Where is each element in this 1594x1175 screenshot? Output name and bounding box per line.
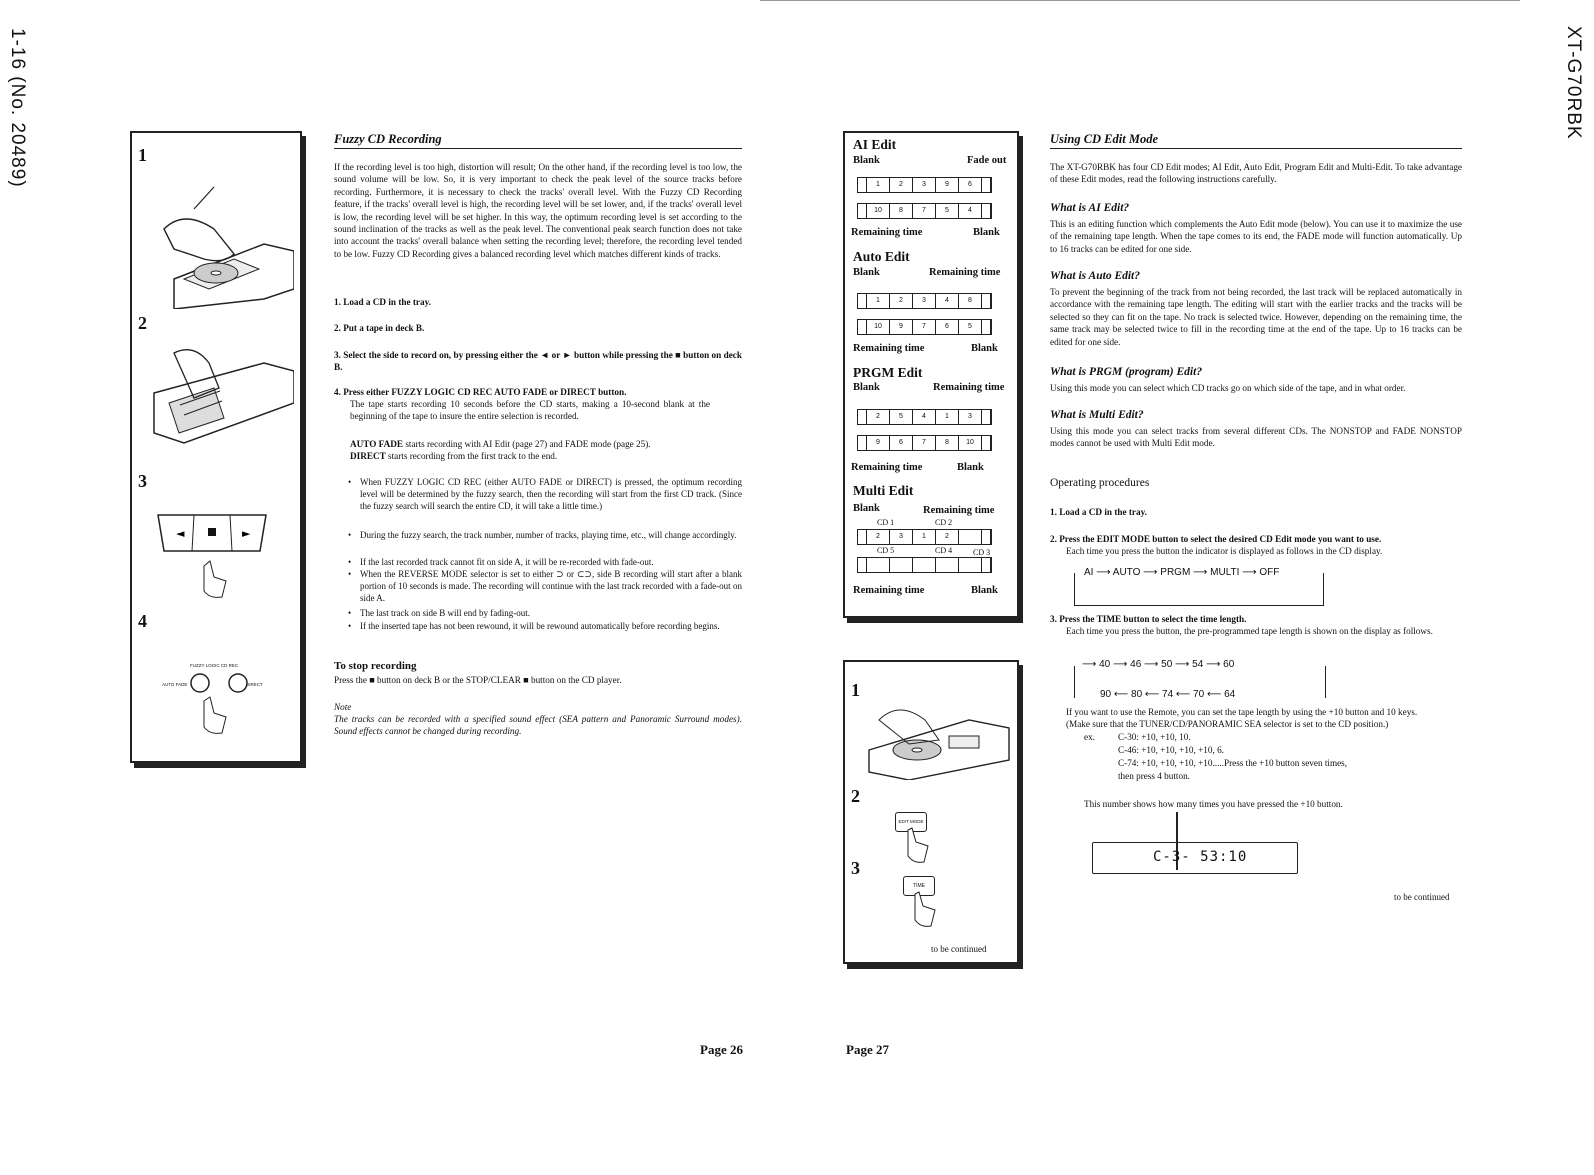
p26-step-3: 3. Select the side to record on, by pressing either the ◄ or ► button while pressing the ■ button on deck B.	[334, 350, 742, 373]
multi-edit-title: Multi Edit	[853, 483, 914, 498]
deck-buttons-illustration	[152, 511, 272, 601]
auto-edit-blank2-label: Blank	[971, 343, 998, 354]
svg-text:◄: ◄	[176, 527, 185, 540]
top-rule	[760, 0, 1520, 1]
note-heading: Note	[334, 702, 352, 712]
ai-edit-side-b	[857, 203, 992, 219]
multi-edit-remaining-label: Remaining time	[923, 505, 995, 516]
cd5-label: CD 5	[877, 546, 895, 555]
cd2-label: CD 2	[935, 518, 953, 527]
bullet-2: • During the fuzzy search, the track number, number of tracks, playing time, etc., will change accordingly.	[348, 529, 742, 541]
cd3-label: CD 3	[973, 548, 991, 557]
track: 2	[867, 410, 890, 424]
auto-edit-side-a	[857, 293, 992, 309]
page-27-number: Page 27	[846, 1042, 889, 1057]
bullet-6: • If the inserted tape has not been rewound, it will be rewound automatically before recording begins.	[348, 620, 742, 632]
track: 4	[936, 294, 959, 308]
example-label: ex.	[1084, 732, 1095, 742]
p27-step-3: 3. Press the TIME button to select the time length.	[1050, 614, 1247, 624]
multi-edit-side-a	[857, 529, 992, 545]
edit-modes-diagram	[843, 131, 1019, 618]
prgm-edit-side-a	[857, 409, 992, 425]
auto-edit-question: What is Auto Edit?	[1050, 270, 1141, 282]
track: 8	[959, 294, 982, 308]
track: 5	[890, 410, 913, 424]
prgm-edit-remaining-label: Remaining time	[933, 382, 1005, 393]
example-c46: C-46: +10, +10, +10, +10, 6.	[1118, 745, 1224, 755]
small-step-1: 1	[851, 680, 860, 700]
track: 7	[913, 436, 936, 450]
track: 9	[936, 178, 959, 192]
multi-edit-remaining2-label: Remaining time	[853, 585, 925, 596]
ai-edit-answer: This is an editing function which complements the Auto Edit mode (below). You can use it to maximize the use of the remaining tape length. When the tape comes to its end, the FADE mode will function automatically. Up to 16 tracks can be edited for one side.	[1050, 219, 1462, 254]
direct-desc	[350, 450, 742, 462]
time-cycle-forward: ⟶ 40 ⟶ 46 ⟶ 50 ⟶ 54 ⟶ 60	[1082, 659, 1235, 670]
example-c74-cont: then press 4 button.	[1118, 771, 1190, 781]
time-cycle-backward: 90 ⟵ 80 ⟵ 74 ⟵ 70 ⟵ 64	[1100, 689, 1236, 700]
document-code-left: 1-16 (No. 20489)	[7, 28, 28, 188]
page27-continued: to be continued	[1394, 892, 1450, 902]
ai-edit-fade-out-label: Fade out	[967, 155, 1007, 166]
auto-fade-label: AUTO FADE	[162, 682, 188, 687]
stop-recording-text: Press the ■ button on deck B or the STOP/CLEAR ■ button on the CD player.	[334, 675, 622, 685]
track: 8	[936, 436, 959, 450]
display-note: This number shows how many times you have pressed the +10 button.	[1084, 799, 1343, 809]
example-c30: C-30: +10, +10, 10.	[1118, 732, 1191, 742]
track: 2	[890, 178, 913, 192]
bullet-4: • When the REVERSE MODE selector is set to either ⊃ or ⊂⊃, side B recording will start after a blank portion of 10 seconds is made. The recording will continue with the last track recorded with a fade-out on side A.	[348, 568, 742, 605]
track: 2	[867, 530, 890, 544]
ai-edit-title: AI Edit	[853, 137, 897, 152]
direct-label: DIRECT	[246, 682, 263, 687]
prgm-edit-question: What is PRGM (program) Edit?	[1050, 366, 1203, 378]
direct-key: DIRECT	[350, 451, 386, 461]
hand-press-icon	[900, 826, 930, 866]
cd-display	[1092, 842, 1298, 874]
multi-edit-answer: Using this mode you can select tracks from several different CDs. The NONSTOP and FADE NONSTOP modes cannot be used with Multi Edit mode.	[1050, 426, 1462, 449]
bullet-1: • When FUZZY LOGIC CD REC (either AUTO FADE or DIRECT) is pressed, the optimum recording level will be determined by the fuzzy search, then the recording will start from the first CD track. (Since the fuzzy search will search the entire CD, it will take a little time.)	[348, 476, 742, 513]
p26-step-4: 4. Press either FUZZY LOGIC CD REC AUTO FADE or DIRECT button.	[334, 387, 627, 397]
auto-edit-answer: To prevent the beginning of the track from not being recorded, the last track will be replaced automatically in accordance with the remaining tape length. The editing will start with the earlier tracks and the tracks will be selected so they can fit on the tape. No track is selected twice. However, depending on the remaining time, the same track may be selected twice to fill in the recording time at the end of the tape. Up to 16 tracks can be edited for one side.	[1050, 287, 1462, 347]
fuzzy-intro-paragraph: If the recording level is too high, distortion will result; On the other hand, if the recording level is too low, the sound volume will be low. So, it is very important to check the peak level of the source tracks before recording. Furthermore, it is necessary to check the tracks' overall level. With the Fuzzy CD Recording feature, if the tracks' overall level is high, the recording level will be set lower, and, if the tracks' overall level is low, the recording level will be set higher. In this way, the optimum recording level is set according to the sound inclination of the tracks as well as the peak level. The conventional peak search function does not take into account the tracks' overall balance when setting the recording level; therefore, the recording level tended to be low. Fuzzy CD Recording gives a balanced recording level which matches different kinds of tracks.	[334, 162, 742, 259]
bullet-5: • The last track on side B will end by fading-out.	[348, 607, 742, 619]
auto-edit-remaining2-label: Remaining time	[853, 343, 925, 354]
operating-procedures-heading: Operating procedures	[1050, 477, 1150, 489]
edit-mode-button: EDIT MODE	[895, 812, 927, 832]
fuzzy-logic-label: FUZZY LOGIC CD REC	[190, 663, 239, 668]
track: 3	[890, 530, 913, 544]
stop-recording-heading: To stop recording	[334, 660, 417, 672]
track: 2	[890, 294, 913, 308]
model-code-right: XT-G70RBK	[1563, 26, 1584, 140]
tape-deck-illustration	[144, 333, 294, 463]
p26-step-2: 2. Put a tape in deck B.	[334, 323, 425, 333]
track: 7	[913, 204, 936, 218]
track: 6	[936, 320, 959, 334]
p27-step-1: 1. Load a CD in the tray.	[1050, 507, 1147, 517]
track: 1	[867, 178, 890, 192]
ai-edit-question: What is AI Edit?	[1050, 202, 1130, 214]
multi-edit-blank-label: Blank	[853, 503, 880, 514]
ai-edit-side-a	[857, 177, 992, 193]
multi-edit-side-b	[857, 557, 992, 573]
edit-intro: The XT-G70RBK has four CD Edit modes; AI Edit, Auto Edit, Program Edit and Multi-Edit. To take advantage of these Edit modes, read the following instructions carefully.	[1050, 162, 1462, 185]
lcd-readout: C-3- 53:10	[1153, 849, 1248, 865]
edit-mode-cycle: AI ⟶ AUTO ⟶ PRGM ⟶ MULTI ⟶ OFF	[1084, 567, 1280, 578]
track: 3	[913, 178, 936, 192]
remote-instruction: If you want to use the Remote, you can set the tape length by using the +10 button and 10 keys.	[1066, 707, 1418, 717]
track: 9	[867, 436, 890, 450]
remote-note: (Make sure that the TUNER/CD/PANORAMIC SEA selector is set to the CD position.)	[1066, 719, 1389, 729]
auto-edit-side-b	[857, 319, 992, 335]
track: 3	[913, 294, 936, 308]
page-26-number: Page 26	[700, 1042, 743, 1057]
note-text: The tracks can be recorded with a specified sound effect (SEA pattern and Panoramic Surround modes). Sound effects cannot be changed during recording.	[334, 714, 742, 737]
track: 4	[913, 410, 936, 424]
prgm-edit-blank2-label: Blank	[957, 462, 984, 473]
track: 1	[936, 410, 959, 424]
panel-step-2: 2	[138, 313, 147, 333]
ai-edit-remaining-label: Remaining time	[851, 227, 923, 238]
bullet-3: • If the last recorded track cannot fit on side A, it will be re-recorded with fade-out.	[348, 556, 742, 568]
time-button: TIME	[903, 876, 935, 896]
multi-edit-question: What is Multi Edit?	[1050, 409, 1144, 421]
fuzzy-cd-recording-title: Fuzzy CD Recording	[334, 132, 742, 149]
p26-step-4-detail: The tape starts recording 10 seconds before the CD starts, making a 10-second blank at the beginning of the tape to insure the entire selection is recorded.	[350, 399, 710, 422]
left-illustration-panel	[130, 131, 302, 763]
prgm-edit-answer: Using this mode you can select which CD tracks go on which side of the tape, and in what order.	[1050, 383, 1406, 393]
track: 8	[890, 204, 913, 218]
multi-edit-blank2-label: Blank	[971, 585, 998, 596]
using-cd-edit-mode-title: Using CD Edit Mode	[1050, 132, 1462, 149]
cd-tray-illustration	[144, 169, 294, 309]
ai-edit-blank-label: Blank	[853, 155, 880, 166]
track: 3	[959, 410, 982, 424]
track: 5	[959, 320, 982, 334]
track: 4	[959, 204, 982, 218]
auto-edit-title: Auto Edit	[853, 249, 910, 264]
track: 5	[936, 204, 959, 218]
p27-step-3-detail: Each time you press the button, the pre-programmed tape length is shown on the display as follows.	[1066, 626, 1433, 636]
prgm-edit-side-b	[857, 435, 992, 451]
cd1-label: CD 1	[877, 518, 895, 527]
panel-step-1: 1	[138, 145, 147, 165]
p26-step-1: 1. Load a CD in the tray.	[334, 297, 431, 307]
panel-step-4: 4	[138, 611, 147, 631]
auto-fade-text: starts recording with AI Edit (page 27) and FADE mode (page 25).	[403, 439, 651, 449]
auto-fade-key: AUTO FADE	[350, 439, 404, 449]
fuzzy-buttons-illustration	[182, 669, 262, 739]
edit-steps-panel	[843, 660, 1019, 964]
cd4-label: CD 4	[935, 546, 953, 555]
ai-edit-blank2-label: Blank	[973, 227, 1000, 238]
track: 2	[936, 530, 959, 544]
track: 1	[913, 530, 936, 544]
track: 7	[913, 320, 936, 334]
small-step-2: 2	[851, 786, 860, 806]
small-panel-continued: to be continued	[931, 944, 987, 954]
track: 10	[867, 320, 890, 334]
svg-text:►: ►	[242, 527, 251, 540]
track: 6	[959, 178, 982, 192]
track: 10	[867, 204, 890, 218]
auto-edit-remaining-label: Remaining time	[929, 267, 1001, 278]
hand-press-icon	[907, 890, 937, 930]
track: 1	[867, 294, 890, 308]
track: 6	[890, 436, 913, 450]
auto-edit-blank-label: Blank	[853, 267, 880, 278]
p27-step-2: 2. Press the EDIT MODE button to select the desired CD Edit mode you want to use.	[1050, 534, 1382, 544]
panel-step-3: 3	[138, 471, 147, 491]
track: 9	[890, 320, 913, 334]
auto-fade-desc	[350, 438, 742, 450]
cd-load-illustration	[859, 680, 1015, 780]
example-c74: C-74: +10, +10, +10, +10.....Press the +10 button seven times,	[1118, 758, 1348, 768]
prgm-edit-remaining2-label: Remaining time	[851, 462, 923, 473]
small-step-3: 3	[851, 858, 860, 878]
track: 10	[959, 436, 982, 450]
direct-text: starts recording from the first track to the end.	[385, 451, 558, 461]
prgm-edit-blank-label: Blank	[853, 382, 880, 393]
p27-step-2-detail: Each time you press the button the indicator is displayed as follows in the CD display.	[1066, 546, 1383, 556]
prgm-edit-title: PRGM Edit	[853, 365, 923, 380]
